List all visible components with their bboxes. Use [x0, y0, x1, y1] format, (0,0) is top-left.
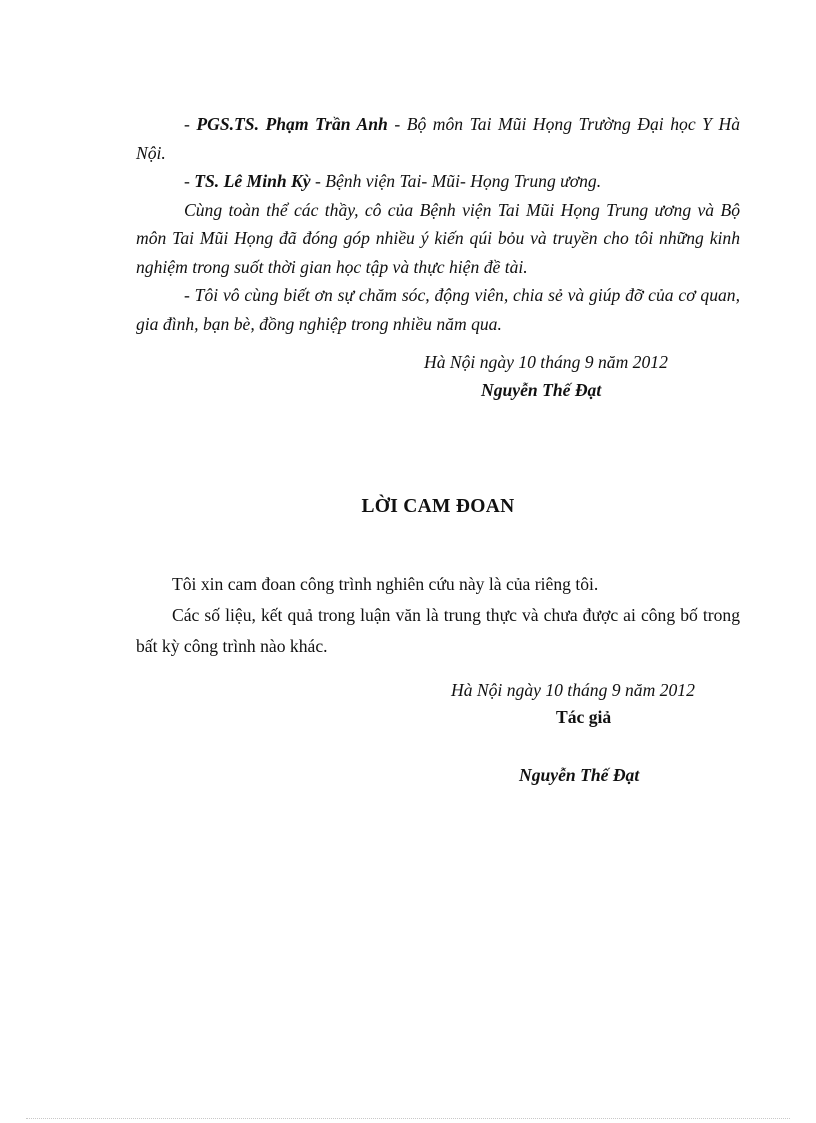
ack-line-1: - PGS.TS. Phạm Trần Anh - Bộ môn Tai Mũi Họng Trường Đại học Y Hà Nội. — [136, 114, 741, 163]
declaration-paragraph-1: Tôi xin cam đoan công trình nghiên cứu này là của riêng tôi. — [172, 574, 599, 594]
page-bottom-divider — [26, 1118, 790, 1119]
ack-name-1: PGS.TS. Phạm Trần Anh — [196, 114, 388, 134]
declaration-title: LỜI CAM ĐOAN — [361, 496, 515, 517]
ack-line-2: - TS. Lê Minh Kỳ - Bệnh viện Tai- Mũi- Họng Trung ương. — [184, 171, 602, 191]
ack-paragraph-3: Cùng toàn thể các thầy, cô của Bệnh viện Tai Mũi Họng Trung ương và Bộ môn Tai Mũi Họng đã đóng góp nhiều ý kiến qúi bỏu và truyền cho tôi những kinh nghiệm trong suốt thời gian học tập và thực hiện đề tài. — [136, 199, 740, 277]
declaration-date: Hà Nội ngày 10 tháng 9 năm 2012 — [451, 680, 695, 700]
declaration-author-signature: Nguyễn Thế Đạt — [519, 765, 640, 785]
declaration-role: Tác giả — [556, 707, 612, 727]
ack-paragraph-4: - Tôi vô cùng biết ơn sự chăm sóc, động viên, chia sẻ và giúp đỡ của cơ quan, gia đình, bạn bè, đồng nghiệp trong nhiều năm qua. — [136, 285, 740, 334]
ack-author-signature: Nguyễn Thế Đạt — [481, 380, 602, 400]
declaration-paragraph-2: Các số liệu, kết quả trong luận văn là trung thực và chưa được ai công bố trong bất kỳ công trình nào khác. — [136, 605, 740, 656]
ack-name-2: TS. Lê Minh Kỳ — [194, 171, 311, 191]
acknowledgements-section — [136, 110, 740, 338]
declaration-section — [136, 569, 740, 662]
ack-date: Hà Nội ngày 10 tháng 9 năm 2012 — [424, 352, 668, 372]
